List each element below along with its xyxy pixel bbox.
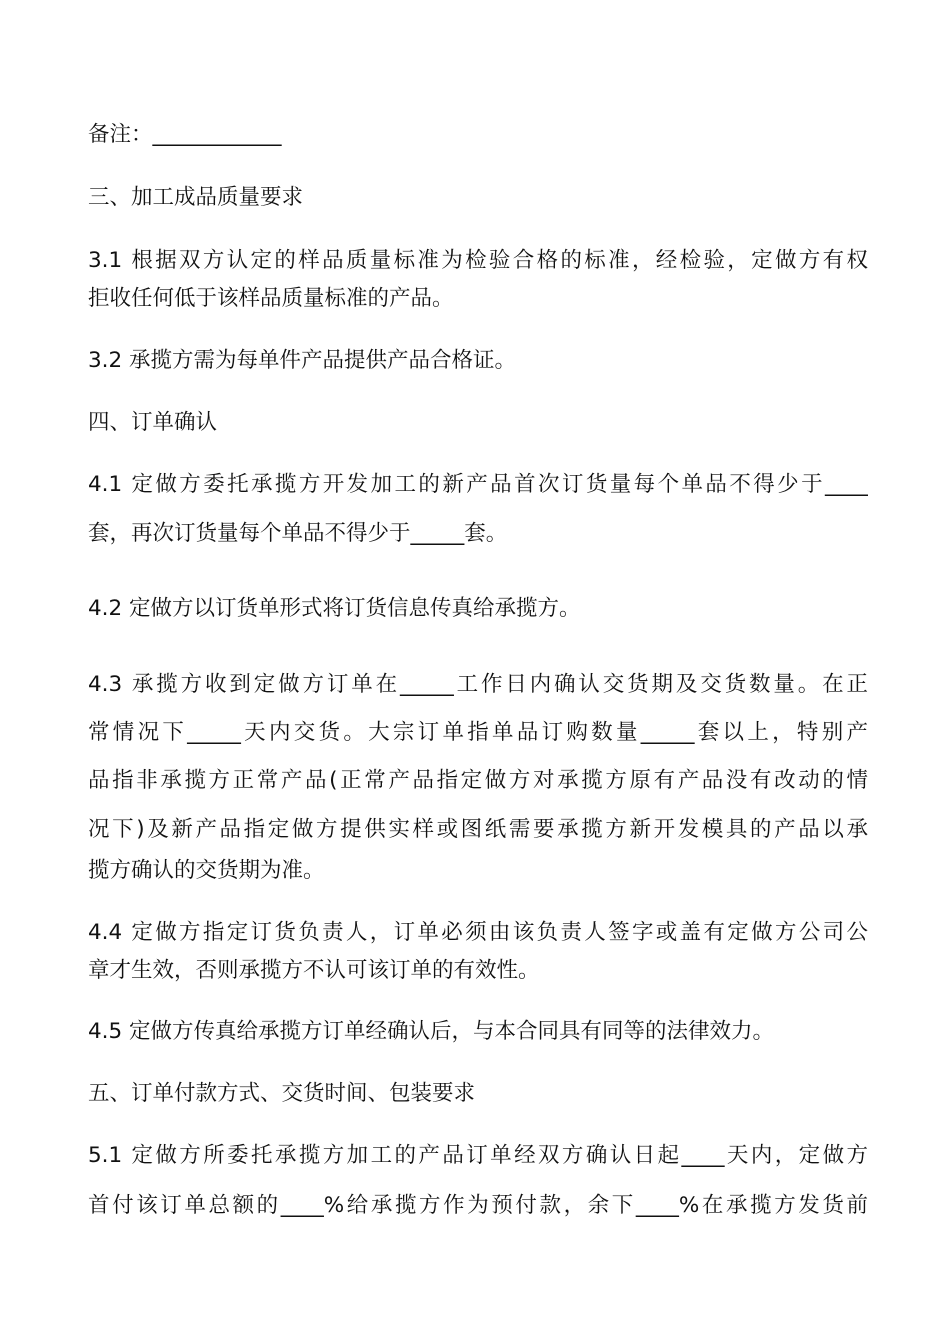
clause-3-1-line-1: 3.1 根据双方认定的样品质量标准为检验合格的标准，经检验，定做方有权	[88, 248, 868, 273]
section-heading-4: 四、订单确认	[88, 410, 218, 435]
clause-4-3-line-3: 品指非承揽方正常产品(正常产品指定做方对承揽方原有产品没有改动的情	[88, 768, 868, 793]
clause-4-3-line-5: 揽方确认的交货期为准。	[88, 858, 325, 883]
clause-4-4-line-1: 4.4 定做方指定订货负责人，订单必须由该负责人签字或盖有定做方公司公	[88, 920, 868, 945]
clause-3-2: 3.2 承揽方需为每单件产品提供产品合格证。	[88, 348, 517, 373]
clause-5-1-line-2: 首付该订单总额的____%给承揽方作为预付款，余下____%在承揽方发货前	[88, 1193, 868, 1218]
clause-4-5: 4.5 定做方传真给承揽方订单经确认后，与本合同具有同等的法律效力。	[88, 1019, 775, 1044]
clause-3-1-line-2: 拒收任何低于该样品质量标准的产品。	[88, 286, 454, 311]
clause-4-1-line-1: 4.1 定做方委托承揽方开发加工的新产品首次订货量每个单品不得少于____	[88, 472, 868, 497]
remarks-line: 备注：____________	[88, 122, 282, 147]
clause-4-1-line-2: 套，再次订货量每个单品不得少于_____套。	[88, 521, 508, 546]
clause-5-1-line-1: 5.1 定做方所委托承揽方加工的产品订单经双方确认日起____天内，定做方	[88, 1143, 868, 1168]
section-heading-3: 三、加工成品质量要求	[88, 185, 304, 210]
clause-4-3-line-4: 况下)及新产品指定做方提供实样或图纸需要承揽方新开发模具的产品以承	[88, 817, 868, 842]
clause-4-3-line-2: 常情况下_____天内交货。大宗订单指单品订购数量_____套以上，特别产	[88, 720, 868, 745]
clause-4-4-line-2: 章才生效，否则承揽方不认可该订单的有效性。	[88, 958, 540, 983]
clause-4-3-line-1: 4.3 承揽方收到定做方订单在_____工作日内确认交货期及交货数量。在正	[88, 672, 868, 697]
section-heading-5: 五、订单付款方式、交货时间、包装要求	[88, 1081, 476, 1106]
clause-4-2: 4.2 定做方以订货单形式将订货信息传真给承揽方。	[88, 596, 581, 621]
